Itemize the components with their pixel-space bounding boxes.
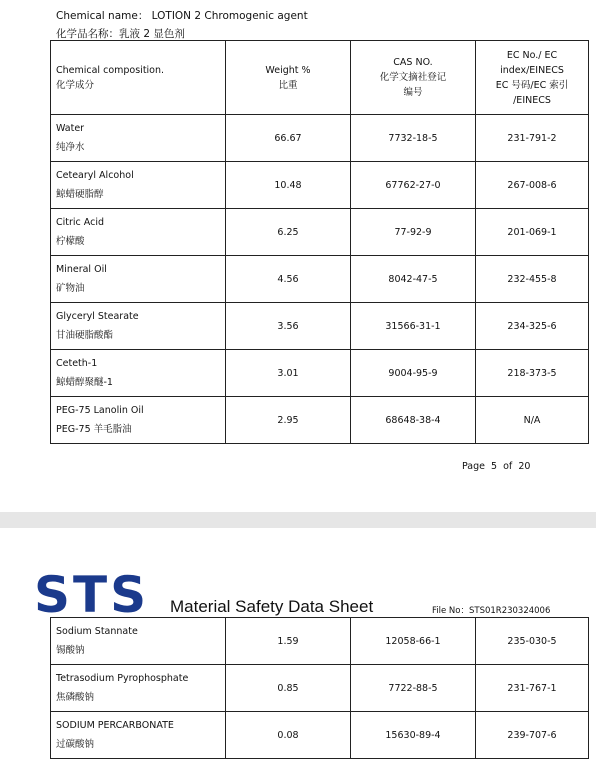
component-name-cn: 纯净水 <box>56 142 85 153</box>
component-name-cell <box>51 256 226 303</box>
component-name-cell <box>51 665 226 712</box>
component-name-cn: 鲸蜡硬脂醇 <box>56 189 104 200</box>
cas-cell: 8042-47-5 <box>351 256 476 303</box>
component-name-en: Sodium Stannate <box>56 626 138 637</box>
ec-cell: 218-373-5 <box>476 350 589 397</box>
component-name-cn: 甘油硬脂酸酯 <box>56 330 114 341</box>
table-row <box>51 256 589 303</box>
weight-header-en: Weight % <box>265 64 311 76</box>
ec-cell: 234-325-6 <box>476 303 589 350</box>
page-number-total: 20 <box>518 461 531 472</box>
ec-cell: 267-008-6 <box>476 162 589 209</box>
component-name-cell <box>51 712 226 759</box>
file-number: File No：STS01R230324006 <box>432 606 551 616</box>
table-header-row <box>51 41 589 115</box>
component-name-en: Tetrasodium Pyrophosphate <box>56 673 189 684</box>
weight-cell: 3.01 <box>226 350 351 397</box>
table-row <box>51 397 589 444</box>
component-name-en: Ceteth-1 <box>56 358 98 369</box>
component-name-en: PEG-75 Lanolin Oil <box>56 405 144 416</box>
component-name-en: Cetearyl Alcohol <box>56 170 134 181</box>
component-name-en: Mineral Oil <box>56 264 107 275</box>
weight-cell: 6.25 <box>226 209 351 256</box>
weight-cell: 66.67 <box>226 115 351 162</box>
cas-cell: 7732-18-5 <box>351 115 476 162</box>
table-row <box>51 618 589 665</box>
sts-logo: STS <box>34 566 150 624</box>
component-name-cn: 过碳酸钠 <box>56 739 95 750</box>
cas-cell: 68648-38-4 <box>351 397 476 444</box>
ec-header-line2: index/EINECS <box>500 64 564 76</box>
cas-cell: 12058-66-1 <box>351 618 476 665</box>
table-row <box>51 115 589 162</box>
cas-header-line3: 编号 <box>403 87 423 98</box>
table-row <box>51 303 589 350</box>
table-row <box>51 209 589 256</box>
weight-cell: 10.48 <box>226 162 351 209</box>
component-name-cn: 焦磷酸钠 <box>56 692 95 703</box>
page-number-current: 5 <box>491 461 498 472</box>
weight-cell: 0.08 <box>226 712 351 759</box>
weight-cell: 4.56 <box>226 256 351 303</box>
weight-cell: 0.85 <box>226 665 351 712</box>
composition-table <box>50 40 589 444</box>
component-name-cell <box>51 350 226 397</box>
ec-header-line4: /EINECS <box>513 94 551 106</box>
component-name-cn: 矿物油 <box>56 283 85 294</box>
weight-header-cn: 比重 <box>278 79 298 91</box>
page-number <box>462 461 530 472</box>
composition-header-cn: 化学成分 <box>56 79 95 91</box>
ec-cell: 201-069-1 <box>476 209 589 256</box>
table-row <box>51 350 589 397</box>
component-name-cell <box>51 162 226 209</box>
component-name-en: Citric Acid <box>56 217 105 228</box>
component-name-cn: PEG-75 羊毛脂油 <box>56 424 132 435</box>
ec-header-line1: EC No./ EC <box>506 49 558 61</box>
cas-header-line2: 化学文摘社登记 <box>379 72 447 83</box>
component-name-cell <box>51 397 226 444</box>
component-name-cn: 柠檬酸 <box>56 236 85 247</box>
ec-header-line3: EC 号码/EC 索引 <box>495 79 569 91</box>
ec-cell: 239-707-6 <box>476 712 589 759</box>
table-row <box>51 162 589 209</box>
weight-cell: 2.95 <box>226 397 351 444</box>
table-row <box>51 712 589 759</box>
cas-cell: 31566-31-1 <box>351 303 476 350</box>
chemical-name-cn: 化学品名称：乳液 2 显色剂 <box>56 28 185 40</box>
composition-table-continued <box>50 617 589 759</box>
component-name-en: Glyceryl Stearate <box>56 311 139 322</box>
ec-cell: N/A <box>476 397 589 444</box>
table-row <box>51 665 589 712</box>
composition-header-en: Chemical composition. <box>56 64 165 76</box>
component-name-cell <box>51 209 226 256</box>
weight-cell: 3.56 <box>226 303 351 350</box>
component-name-cn: 鲸蜡醇聚醚-1 <box>56 377 113 388</box>
ec-cell: 235-030-5 <box>476 618 589 665</box>
component-name-cn: 锡酸钠 <box>56 645 85 656</box>
cas-header <box>351 41 476 115</box>
component-name-cell <box>51 618 226 665</box>
weight-header <box>226 41 351 115</box>
page-number-label: Page <box>462 461 485 472</box>
page-number-of: of <box>503 461 513 472</box>
ec-cell: 232-455-8 <box>476 256 589 303</box>
cas-cell: 77-92-9 <box>351 209 476 256</box>
ec-cell: 231-791-2 <box>476 115 589 162</box>
chemical-name-en: Chemical name： LOTION 2 Chromogenic agent <box>56 10 308 22</box>
ec-header <box>476 41 589 115</box>
composition-header <box>51 41 226 115</box>
ec-cell: 231-767-1 <box>476 665 589 712</box>
cas-header-line1: CAS NO. <box>393 57 433 68</box>
cas-cell: 9004-95-9 <box>351 350 476 397</box>
cas-cell: 15630-89-4 <box>351 712 476 759</box>
cas-cell: 67762-27-0 <box>351 162 476 209</box>
document-title: Material Safety Data Sheet <box>170 597 374 616</box>
component-name-en: SODIUM PERCARBONATE <box>56 720 174 731</box>
component-name-en: Water <box>56 123 85 134</box>
weight-cell: 1.59 <box>226 618 351 665</box>
component-name-cell <box>51 115 226 162</box>
cas-cell: 7722-88-5 <box>351 665 476 712</box>
component-name-cell <box>51 303 226 350</box>
